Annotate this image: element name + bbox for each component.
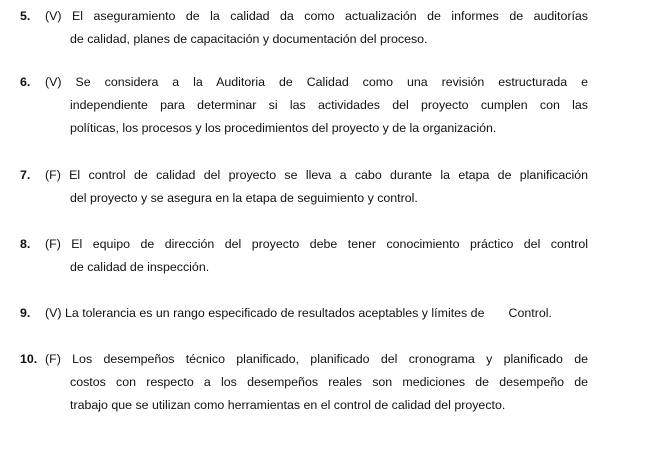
answer-mark: (F) — [45, 237, 61, 251]
item-text-line: independiente para determinar si las actividades del proyecto cumplen con las — [70, 98, 588, 112]
item-text-line: del proyecto y se asegura en la etapa de seguimiento y control. — [70, 191, 418, 205]
answer-mark: (V) — [45, 306, 62, 320]
item-number: 5. — [20, 9, 31, 23]
item-text-line: (F) El control de calidad del proyecto se lleva a cabo durante la etapa de planificación — [45, 168, 588, 182]
answer-mark: (V) — [45, 75, 62, 89]
item-text-line: (V) La tolerancia es un rango especificado de resultados aceptables y límites de Control. — [45, 306, 552, 320]
item-text-line: (F) Los desempeños técnico planificado, planificado del cronograma y planificado de — [45, 352, 588, 366]
item-number: 6. — [20, 75, 31, 89]
answer-mark: (F) — [45, 352, 61, 366]
item-number: 8. — [20, 237, 31, 251]
answer-mark: (F) — [45, 168, 61, 182]
answer-mark: (V) — [45, 9, 62, 23]
item-text-line: de calidad, planes de capacitación y documentación del proceso. — [70, 32, 428, 46]
item-number: 7. — [20, 168, 31, 182]
item-text-line: costos con respecto a los desempeños reales son mediciones de desempeño de — [70, 375, 588, 389]
item-text-line: de calidad de inspección. — [70, 260, 210, 274]
item-text-line: trabajo que se utilizan como herramientas en el control de calidad del proyecto. — [70, 398, 506, 412]
item-number: 9. — [20, 306, 31, 320]
item-text-line: (V) El aseguramiento de la calidad da como actualización de informes de auditorías — [45, 9, 588, 23]
item-text-line: (V) Se considera a la Auditoria de Calidad como una revisión estructurada e — [45, 75, 588, 89]
item-text-line: (F) El equipo de dirección del proyecto debe tener conocimiento práctico del control — [45, 237, 588, 251]
item-text-line: políticas, los procesos y los procedimientos del proyecto y de la organización. — [70, 121, 497, 135]
item-number: 10. — [20, 352, 38, 366]
